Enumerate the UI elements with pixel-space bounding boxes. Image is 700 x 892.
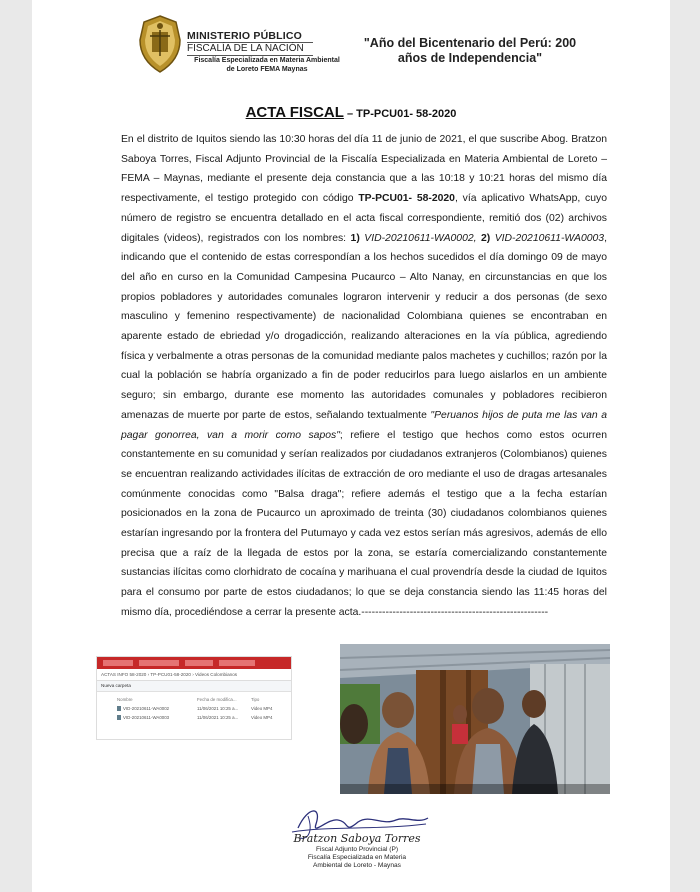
signer-role [272, 846, 442, 870]
file-row-label: VID-20210611-WA0002 [123, 706, 170, 711]
file-row-label: VID-20210611-WA0003 [123, 715, 170, 720]
document-page [32, 0, 670, 892]
document-title [32, 104, 670, 122]
witness-code: TP-PCU01- 58-2020 [358, 193, 455, 205]
file-row-name [117, 704, 197, 713]
video-file-icon [117, 715, 121, 720]
title-code: – TP-PCU01- 58-2020 [343, 108, 457, 120]
file-name: VID-20210611-WA0003 [490, 232, 605, 244]
file-row [97, 704, 291, 713]
ministry-name: MINISTERIO PÚBLICO [187, 30, 303, 42]
motto-line: años de Independencia" [397, 51, 543, 65]
column-type: Tipo [251, 697, 260, 702]
ministerio-publico-seal-icon [136, 14, 184, 74]
item-number: 1) [350, 232, 360, 244]
file-row-type: Video MP4 [251, 706, 273, 711]
video-file-icon [117, 706, 121, 711]
video-still-photo [340, 644, 610, 794]
bicentennial-motto [350, 36, 590, 66]
new-folder-button: Nueva carpeta [97, 681, 291, 692]
acta-body [121, 130, 607, 623]
file-row-name [117, 713, 197, 722]
ministry-subtitle: FISCALÍA DE LA NACIÓN [187, 43, 304, 54]
explorer-path: ACTAS INFO 58-2020 › TP-PCU01-58-2020 › Videos Colombianos [97, 669, 291, 681]
signer-name: Bratzon Saboya Torres [293, 832, 421, 845]
file-row [97, 713, 291, 722]
column-date: Fecha de modifica... [197, 697, 237, 702]
office-name [182, 56, 352, 74]
explorer-ribbon [97, 657, 291, 669]
motto-line: "Año del Bicentenario del Perú: 200 [363, 36, 577, 50]
item-number: 2) [481, 232, 491, 244]
signer-role-line: Ambiental de Loreto - Maynas [313, 862, 401, 869]
file-row-type: Video MP4 [251, 715, 273, 720]
quoted-threat: "Peruanos hijos de puta me las van a pagar gonorrea, van a morir como sapos" [121, 409, 607, 441]
body-text: ; refiere el testigo que hechos como estos ocurren constantemente en su comunidad y serían realizados por ciudadanos extranjeros (Colombianos) quienes se encuentran realizando actividades ilícitas de extracción de oro mediante el uso de dragas artesanales comúnmente conocidas como "Balsa draga"; refiere además el testigo que a la fecha estarían posicionados en la zona de Pucaurco un aproximado de treinta (30) ciudadanos colombianos quienes estarían ingresando por la frontera del Putumayo y cada vez estos serían más agresivos, además de ello precisa que a raíz de la llegada de estos por la zona, se estaría comercializando constantemente sustancias ilícitas como clorhidrato de cocaína y marihuana el cual provendría desde la ciudad de Iquitos para el consumo por parte de estos ciudadanos; lo que se deja constancia siendo las 11:45 horas del mismo día, procediéndose a cerrar la presente acta.------------------------------------------------------ [121, 429, 607, 618]
explorer-header-row [97, 695, 291, 704]
title-main: ACTA FISCAL [245, 104, 344, 121]
file-row-date: 11/06/2021 10:25 a... [197, 715, 239, 720]
column-name: Nombre [117, 697, 133, 702]
file-explorer-screenshot [96, 656, 292, 740]
file-row-date: 11/06/2021 10:25 a... [197, 706, 239, 711]
body-text: En el distrito de Iquitos siendo las 10:30 horas del día 11 de junio de 2021, el que suscribe Abog. Bratzon Saboya Torres, Fiscal Adjunto Provincial de la Fiscalía Especializada en Materia Ambiental de Loreto – FEMA – Maynas, mediante el presente deja constancia que a las 10:18 y 10:21 horas del mismo día respectivamente, el testigo protegido con código [121, 134, 607, 205]
signer-role-line: Fiscalía Especializada en Materia [307, 854, 407, 861]
body-text: , vía aplicativo WhatsApp, cuyo número de registro se encuentra detallado en el acta fiscal correspondiente, remitió dos (02) archivos digitales (videos), registrados con los nombres: [121, 193, 607, 244]
body-text: , indicando que el contenido de estas correspondían a los hechos sucedidos el día domingo 09 de mayo del año en curso en la Comunidad Campesina Pucaurco – Alto Nanay, en circunstancias en que los propios pobladores y autoridades comunales lograron intervenir y reducir a dos personas (de sexo masculino y femenino respectivamente) de nacionalidad Colombiana quienes se encontraban en aparente estado de ebriedad y/o drogadicción, realizando alteraciones en la vía pública, agrediendo física y verbalmente a otras personas de la comunidad mediante palos machetes y cuchillos; razón por la cual la población se habría organizado a fin de poder reducirlos para luego aislarlos en un ambiente seguro; sin embargo, durante ese momento las autoridades comunales y pobladores recibieron amenazas de muerte por parte de estos, señalando textualmente [121, 232, 607, 421]
signer-role-line: Fiscal Adjunto Provincial (P) [315, 846, 399, 853]
office-line: Fiscalía Especializada en Materia Ambiental [194, 57, 340, 64]
office-line: de Loreto FEMA Maynas [226, 66, 308, 73]
file-name: VID-20210611-WA0002, [359, 232, 481, 244]
